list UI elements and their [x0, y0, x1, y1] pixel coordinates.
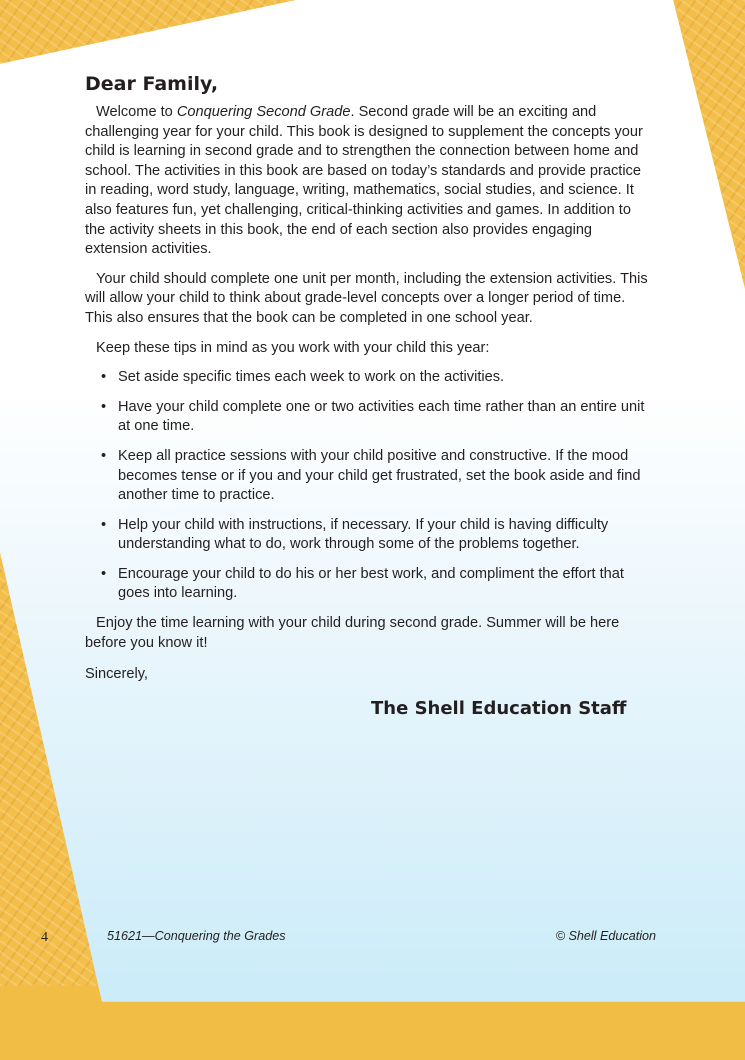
book-title: Conquering Second Grade	[176, 104, 351, 120]
tips-intro: Keep these tips in mind as you work with your child this year:	[96, 339, 490, 356]
list-item	[85, 447, 655, 506]
bullet-icon: •	[101, 369, 107, 386]
bullet-icon: •	[101, 516, 107, 533]
letter-body	[85, 72, 655, 721]
tip-text: Set aside specific times each week to work on the activities.	[118, 369, 505, 386]
bullet-icon: •	[101, 398, 107, 415]
sign-off: Sincerely,	[85, 666, 148, 683]
tip-text: Have your child complete one or two activities each time rather than an entire unit at one time.	[118, 398, 645, 435]
list-item	[85, 368, 655, 388]
tip-text: Help your child with instructions, if necessary. If your child is having difficulty understanding what to do, work through some of the problems together.	[118, 516, 609, 553]
paragraph-welcome	[85, 103, 655, 260]
welcome-text-rest: . Second grade will be an exciting and challenging year for your child. This book is designed to supplement the concepts your child is learning in second grade and to strengthen the connection between home and school. The activities in this book are based on today’s standards and provide practice in reading, word study, language, writing, mathematics, social studies, and science. It also features fun, yet challenging, critical-thinking activities and games. In addition to the activity sheets in this book, the end of each section also provides engaging extension activities.	[85, 104, 643, 258]
paragraph-closing: Enjoy the time learning with your child during second grade. Summer will be here before you know it!	[85, 615, 620, 651]
list-item	[85, 565, 655, 604]
welcome-text-start: Welcome to	[96, 104, 177, 120]
list-item	[85, 398, 655, 437]
footer-book-title: 51621—Conquering the Grades	[107, 929, 286, 943]
paragraph-schedule: Your child should complete one unit per month, including the extension activities. This will allow your child to think about grade-level concepts over a longer period of time. This also ensures that the book can be completed in one school year.	[85, 270, 648, 326]
tips-list	[85, 368, 655, 604]
list-item	[85, 516, 655, 555]
signature: The Shell Education Staff	[371, 697, 627, 719]
bullet-icon: •	[101, 447, 107, 464]
page-number: 4	[41, 930, 48, 945]
tip-text: Encourage your child to do his or her best work, and compliment the effort that goes into learning.	[118, 565, 624, 602]
bullet-icon: •	[101, 565, 107, 582]
tip-text: Keep all practice sessions with your child positive and constructive. If the mood becomes tense or if you and your child get frustrated, set the book aside and find another time to practice.	[118, 447, 641, 504]
greeting-heading: Dear Family,	[85, 73, 219, 95]
footer-copyright: © Shell Education	[555, 929, 656, 943]
